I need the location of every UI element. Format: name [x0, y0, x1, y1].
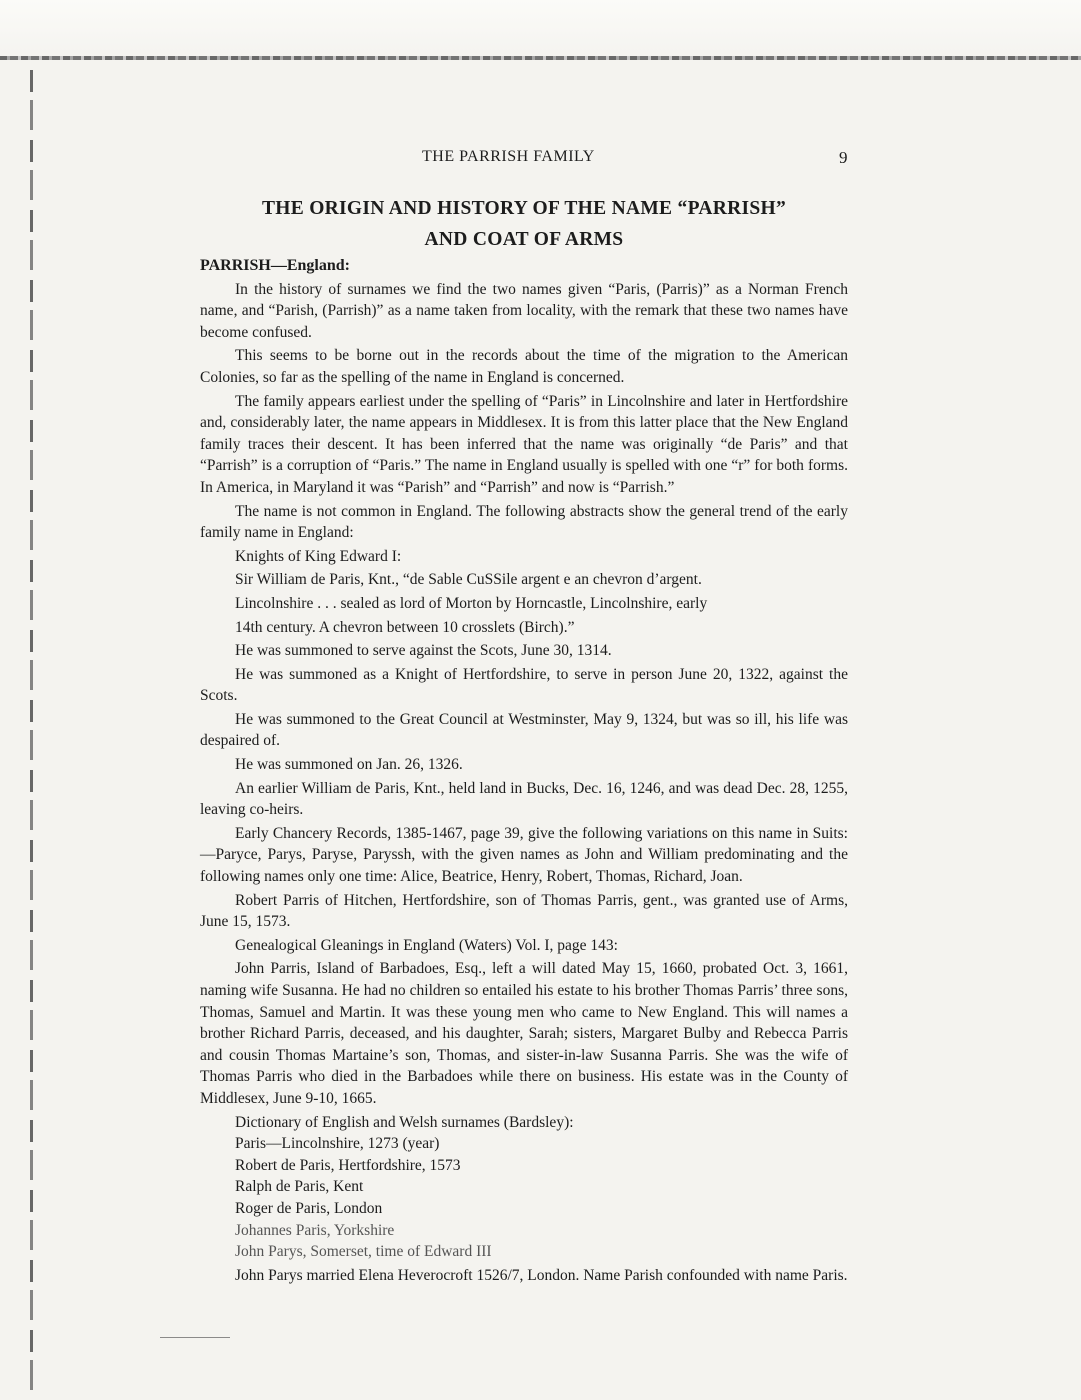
- knights-line: 14th century. A chevron between 10 crosslets (Birch).”: [235, 618, 575, 636]
- dictionary-entry: Robert de Paris, Hertfordshire, 1573: [235, 1156, 461, 1174]
- knights-line: Sir William de Paris, Knt., “de Sable CuSSile argent e an chevron d’argent.: [235, 571, 702, 589]
- title-line-2: AND COAT OF ARMS: [424, 229, 624, 250]
- running-header: [200, 148, 848, 170]
- paragraph: Robert Parris of Hitchen, Hertfordshire, son of Thomas Parris, gent., was granted use of Arms, June 15, 1573.: [200, 891, 848, 931]
- body-text: [200, 255, 848, 1286]
- dictionary-entry: Ralph de Paris, Kent: [235, 1178, 364, 1196]
- section-heading: PARRISH—England:: [200, 257, 350, 274]
- scan-edge-line: [0, 56, 1081, 60]
- paragraph: He was summoned to the Great Council at Westminster, May 9, 1324, but was so ill, his life was despaired of.: [200, 710, 848, 750]
- dictionary-entry: Paris—Lincolnshire, 1273 (year): [235, 1135, 440, 1153]
- paragraph: He was summoned to serve against the Scots, June 30, 1314.: [235, 642, 612, 660]
- paragraph: Early Chancery Records, 1385-1467, page 39, give the following variations on this name in Suits:—Paryce, Parys, Paryse, Paryssh, with the given names as John and William predominating and the following names only one time: Alice, Beatrice, Henry, Robert, Thomas, Richard, Joan.: [200, 824, 848, 886]
- footer-rule: [160, 1337, 230, 1338]
- knights-heading: Knights of King Edward I:: [235, 547, 402, 565]
- dictionary-entry: Johannes Paris, Yorkshire: [235, 1221, 395, 1239]
- paragraph: The family appears earliest under the spelling of “Paris” in Lincolnshire and later in Hertfordshire and, considerably later, the name appears in Middlesex. It is from this latter place that the New England family traces their descent. It has been inferred that the name was originally “de Paris” and that “Parrish” is a corruption of “Paris.” The name in England usually is spelled with one “r” for both forms. In America, in Maryland it was “Parish” and “Parrish” and now is “Parrish.”: [200, 392, 848, 496]
- paragraph: He was summoned as a Knight of Hertfordshire, to serve in person June 20, 1322, against the Scots.: [200, 665, 848, 705]
- scan-top-margin: [0, 0, 1081, 62]
- binding-edge: [30, 70, 33, 1390]
- title-line-1: THE ORIGIN AND HISTORY OF THE NAME “PARRISH”: [261, 198, 787, 219]
- knights-line: Lincolnshire . . . sealed as lord of Morton by Horncastle, Lincolnshire, early: [235, 594, 708, 612]
- dictionary-entry: Roger de Paris, London: [235, 1199, 383, 1217]
- paragraph: John Parris, Island of Barbadoes, Esq., left a will dated May 15, 1660, probated Oct. 3, 1661, naming wife Susanna. He had no children so entailed his estate to his brother Thomas Parris’ three sons, Thomas, Samuel and Martin. It was these young men who came to New England. This will names a brother Richard Parris, deceased, and his daughter, Sarah; sisters, Margaret Bulby and Rebecca Parris and cousin Thomas Martaine’s son, Thomas, and sister-in-law Susanna Parris. She was the wife of Thomas Parris who died in the Barbadoes while there on business. His estate was in the County of Middlesex, June 9-10, 1665.: [200, 960, 848, 1107]
- dictionary-final-entry: John Parys married Elena Heverocroft 1526/7, London. Name Parish confounded with name Paris.: [235, 1266, 848, 1284]
- gleanings-heading: Genealogical Gleanings in England (Waters) Vol. I, page 143:: [235, 936, 618, 954]
- running-head-title: THE PARRISH FAMILY: [422, 148, 595, 165]
- dictionary-heading: Dictionary of English and Welsh surnames (Bardsley):: [235, 1113, 574, 1131]
- article-title: [200, 193, 848, 255]
- paragraph: An earlier William de Paris, Knt., held land in Bucks, Dec. 16, 1246, and was dead Dec. 28, 1255, leaving co-heirs.: [200, 779, 848, 819]
- paragraph: In the history of surnames we find the two names given “Paris, (Parris)” as a Norman French name, and “Parish, (Parrish)” as a name taken from locality, with the remark that these two names have become confused.: [200, 280, 848, 341]
- dictionary-entry: John Parys, Somerset, time of Edward III: [235, 1243, 492, 1261]
- paragraph: The name is not common in England. The following abstracts show the general trend of the early family name in England:: [200, 502, 848, 542]
- paragraph: He was summoned on Jan. 26, 1326.: [235, 756, 463, 774]
- page-number: 9: [839, 148, 848, 167]
- paragraph: This seems to be borne out in the records about the time of the migration to the American Colonies, so far as the spelling of the name in England is concerned.: [200, 347, 848, 386]
